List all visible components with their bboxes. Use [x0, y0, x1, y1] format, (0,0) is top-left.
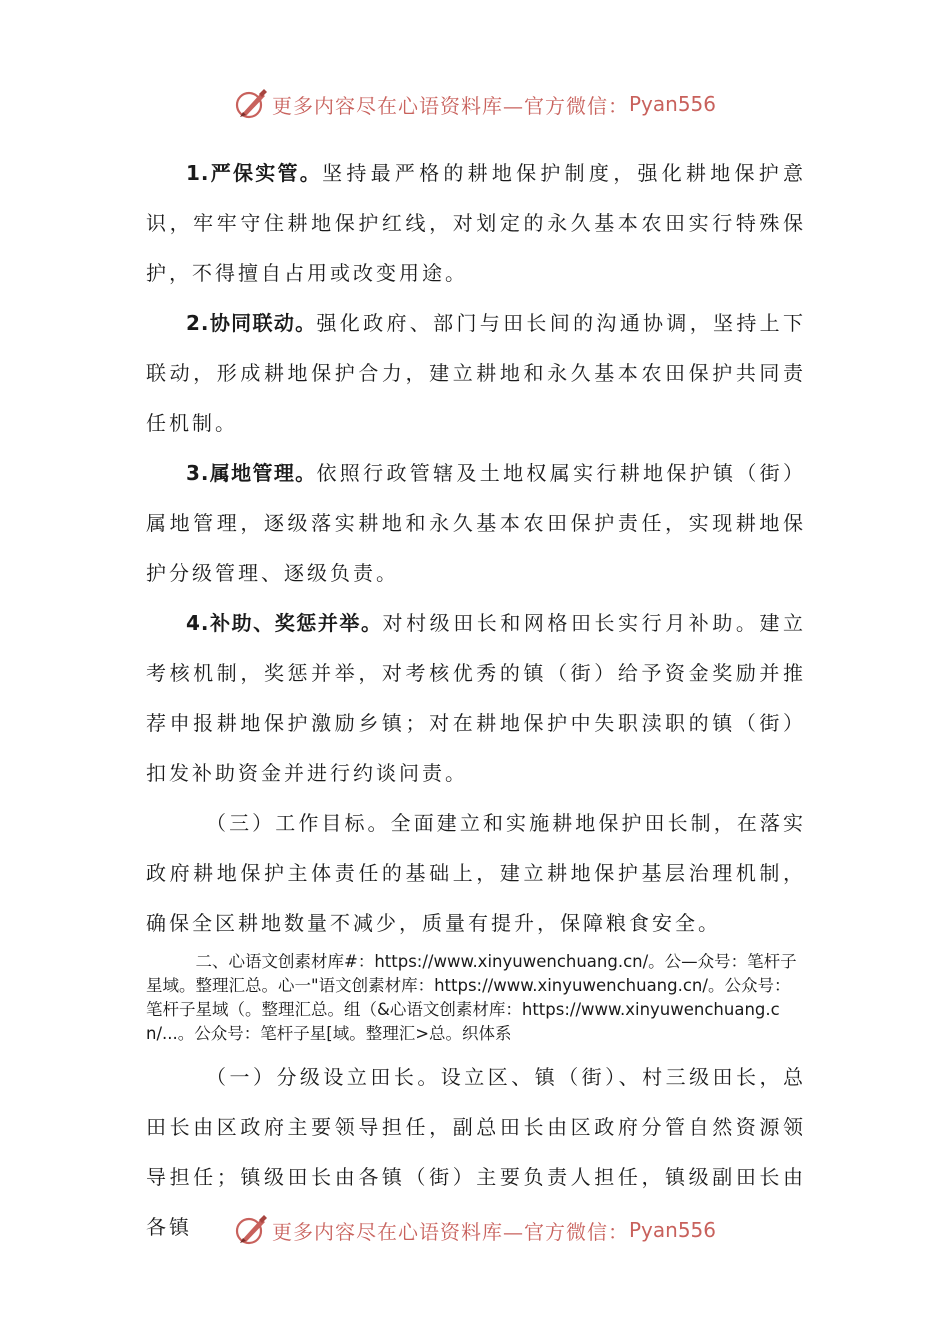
section-1-paragraph: （一）分级设立田长。设立区、镇（街）、村三级田长，总田长由区政府主要领导担任，副总田长由区政府分管自然资源领导担任；镇级田长由各镇（街）主要负责人担任，镇级副田长由各镇	[146, 1065, 806, 1239]
banner-wechat-id: Pyan556	[628, 92, 716, 116]
principle-paragraph-4	[146, 598, 806, 798]
paragraph-lead: 2.协同联动。	[186, 311, 317, 335]
paragraph-body: 强化政府、部门与田长间的沟通协调，坚持上下联动，形成耕地保护合力，建立耕地和永久基本农田保护共同责任机制。	[146, 311, 807, 435]
footer-banner	[0, 1210, 950, 1250]
paragraph-lead: 4.补助、奖惩并举。	[186, 611, 383, 635]
paragraph-body: 坚持最严格的耕地保护制度，强化耕地保护意识，牢牢守住耕地保护红线，对划定的永久基本农田实行特殊保护，不得擅自占用或改变用途。	[146, 161, 807, 285]
principle-paragraph-3	[146, 448, 806, 598]
banner-text: 更多内容尽在心语资料库—官方微信：	[271, 1219, 629, 1244]
work-goal-paragraph: （三）工作目标。全面建立和实施耕地保护田长制，在落实政府耕地保护主体责任的基础上，建立耕地保护基层治理机制，确保全区耕地数量不减少，质量有提升，保障粮食安全。	[146, 811, 806, 935]
header-banner	[0, 84, 950, 124]
paragraph-lead: 3.属地管理。	[186, 461, 317, 485]
principle-paragraph-1	[146, 148, 806, 298]
paragraph-body: 依照行政管辖及土地权属实行耕地保护镇（街）属地管理，逐级落实耕地和永久基本农田保护责任，实现耕地保护分级管理、逐级负责。	[146, 461, 807, 585]
banner-wechat-id: Pyan556	[628, 1218, 716, 1242]
pen-logo-icon	[234, 87, 268, 121]
paragraph-lead: 1.严保实管。	[186, 161, 323, 185]
document-body	[146, 148, 806, 1252]
principle-paragraph-2	[146, 298, 806, 448]
pen-logo-icon	[234, 1213, 268, 1247]
paragraph-body: 对村级田长和网格田长实行月补助。建立考核机制，奖惩并举，对考核优秀的镇（街）给予资金奖励并推荐申报耕地保护激励乡镇；对在耕地保护中失职渎职的镇（街）扣发补助资金并进行约谈问责。	[146, 611, 807, 785]
section-heading-note: 二、心语文创素材库#：https://www.xinyuwenchuang.cn/。公—众号：笔杆子星域。整理汇总。心一"语文创素材库：https://www.xinyuwenchuang.cn/。公众号：笔杆子星域（。整理汇总。组（&心语文创素材库：https://www.xinyuwenchuang.cn/...。公众号：笔杆子星[域。整理汇>总。织体系	[146, 952, 797, 1043]
banner-text: 更多内容尽在心语资料库—官方微信：	[271, 93, 629, 118]
